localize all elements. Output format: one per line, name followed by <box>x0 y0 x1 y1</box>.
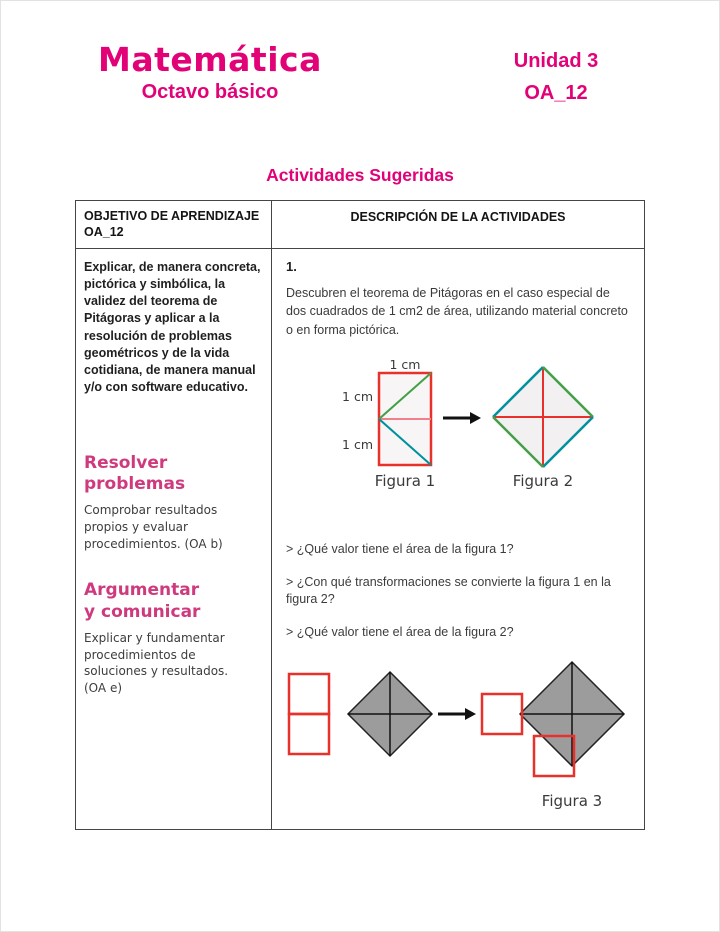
activity-cell <box>272 249 644 830</box>
skill-text-resolver-problemas: Comprobar resultados propios y evaluar procedimientos. (OA b) <box>84 503 223 551</box>
activity-description: Descubren el teorema de Pitágoras en el caso especial de dos cuadrados de 1 cm2 de área, utilizando material concreto o en forma pictórica. <box>286 285 628 337</box>
grade-level: Octavo básico <box>141 81 279 103</box>
question-1: > ¿Qué valor tiene el área de la figura 1? <box>286 542 514 556</box>
red-square-bottom <box>289 714 329 754</box>
unit-header <box>498 50 614 105</box>
figure-row-2 <box>286 657 638 813</box>
arrow-right-icon <box>443 411 481 425</box>
figure1-label-lower: 1 cm <box>342 437 373 452</box>
red-square-left <box>482 694 522 734</box>
figure1-label-upper: 1 cm <box>342 389 373 404</box>
subject-title: Matemática <box>98 40 322 79</box>
activity-number: 1. <box>286 258 297 274</box>
two-unit-squares-diagram <box>286 672 332 756</box>
subject-header <box>98 40 322 104</box>
figure2-caption: Figura 2 <box>512 472 574 490</box>
red-square-top <box>289 674 329 714</box>
figure1-caption: Figura 1 <box>374 472 436 490</box>
figure-2-diagram <box>485 359 601 491</box>
activities-table <box>75 200 645 830</box>
skill-heading-resolver-problemas: Resolver problemas <box>84 452 186 494</box>
figure-3-diagram <box>480 657 638 813</box>
questions-list <box>286 541 638 641</box>
figure1-label-top: 1 cm <box>389 359 421 372</box>
skill-text-argumentar-comunicar: Explicar y fundamentar procedimientos de soluciones y resultados. (OA e) <box>84 630 229 696</box>
skill-heading-argumentar-comunicar: Argumentar y comunicar <box>84 580 201 622</box>
figure-row-1 <box>321 359 638 491</box>
column-header-description: DESCRIPCIÓN DE LA ACTIVIDADES <box>350 210 566 224</box>
learning-objective-text: Explicar, de manera concreta, pictórica y simbólica, la validez del teorema de Pitágoras y aplicar a la resolución de problemas geométricos y de la vida cotidiana, de manera manual y/o con software educativo. <box>84 259 261 395</box>
oa-code: OA_12 <box>524 82 588 104</box>
arrow-right-icon <box>438 707 476 721</box>
gray-diamond-diagram <box>344 668 436 760</box>
table-header-row <box>76 201 644 249</box>
unit-label: Unidad 3 <box>513 50 599 72</box>
section-title: Actividades Sugeridas <box>266 165 454 185</box>
objective-cell <box>76 249 272 830</box>
question-3: > ¿Qué valor tiene el área de la figura 2? <box>286 624 514 639</box>
figure-1-diagram <box>321 359 439 491</box>
question-2: > ¿Con qué transformaciones se convierte la figura 1 en la figura 2? <box>286 574 611 606</box>
figure3-caption: Figura 3 <box>541 791 603 810</box>
table-body-row <box>76 249 644 830</box>
column-header-objective: OBJETIVO DE APRENDIZAJE OA_12 <box>76 201 272 248</box>
